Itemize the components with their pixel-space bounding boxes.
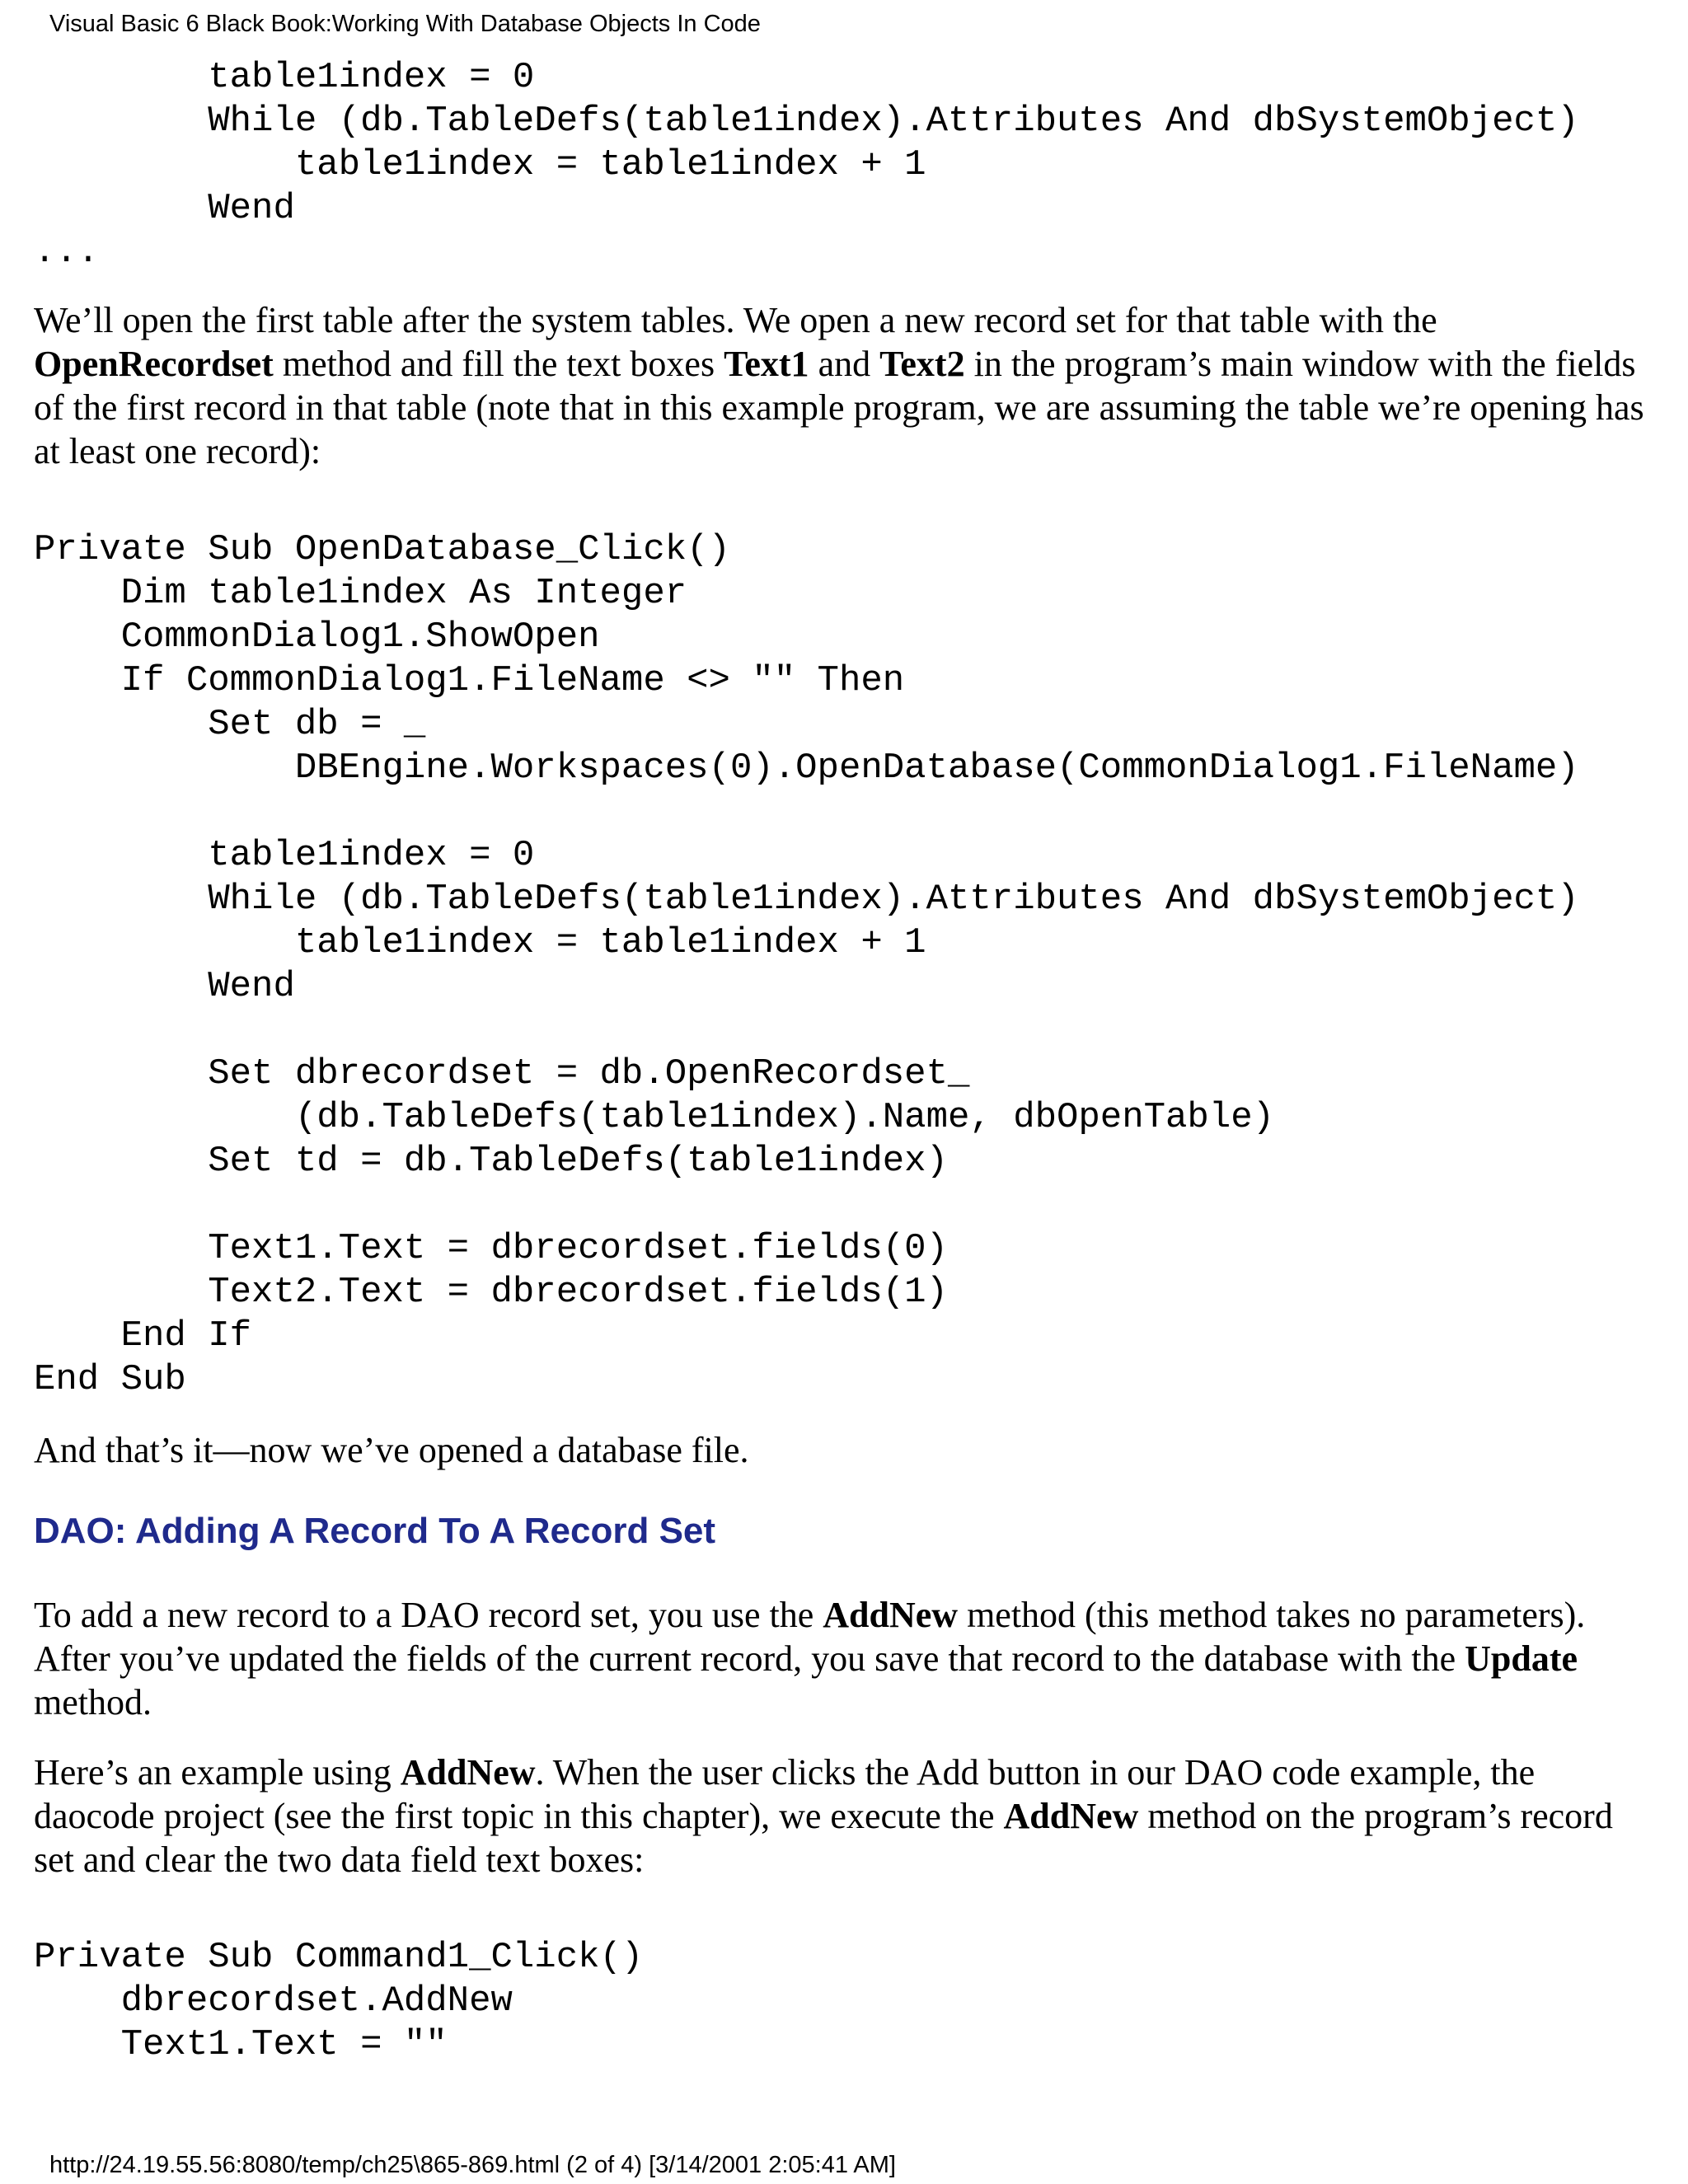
code-block-while-loop: table1index = 0 While (db.TableDefs(table1index).Attributes And dbSystemObject) table1index = table1index + 1 Wend ... <box>34 57 1579 273</box>
paragraph-opened-database: And that’s it—now we’ve opened a database file. <box>34 1430 749 1470</box>
paragraph-open-first-table <box>34 298 1658 473</box>
bold-term-openrecordset: OpenRecordset <box>34 344 274 384</box>
paragraph-addnew-example <box>34 1750 1658 1882</box>
page-header-title: Visual Basic 6 Black Book:Working With Database Objects In Code <box>49 11 761 37</box>
para-text: in the program’s main window with the fields of the first record in that table (note that in this example program, we are assuming the table we’re opening has at least one record): <box>34 344 1644 471</box>
para-text: Here’s an example using <box>34 1752 401 1793</box>
section-heading: DAO: Adding A Record To A Record Set <box>34 1511 716 1551</box>
paragraph-addnew-intro <box>34 1593 1658 1724</box>
code-block-command1-click: Private Sub Command1_Click() dbrecordset.AddNew Text1.Text = "" <box>34 1937 644 2065</box>
para-text: We’ll open the first table after the system tables. We open a new record set for that table with the <box>34 300 1437 340</box>
bold-term-addnew: AddNew <box>400 1752 536 1793</box>
bold-term-addnew: AddNew <box>1003 1796 1139 1836</box>
code-block-opendatabase-click: Private Sub OpenDatabase_Click() Dim table1index As Integer CommonDialog1.ShowOpen If CommonDialog1.FileName <> "" Then Set db = _ DBEngine.Workspaces(0).OpenDatabase(CommonDialog1.FileName) table1index = 0 While (db.TableDefs(table1index).Attributes And dbSystemObject) table1index = table1index + 1 Wend Set dbrecordset = db.OpenRecordset_ (db.TableDefs(table1index).Name, dbOpenTable) Set td = db.TableDefs(table1index) Text1.Text = dbrecordset.fields(0) Text2.Text = dbrecordset.fields(1) End If End Sub <box>34 529 1579 1400</box>
bold-term-text1: Text1 <box>724 344 809 384</box>
bold-term-text2: Text2 <box>879 344 965 384</box>
para-text: method (this method takes no parameters). After you’ve updated the fields of the current record, you save that record to the database with the <box>34 1595 1586 1679</box>
para-text: and <box>809 344 880 384</box>
para-text: To add a new record to a DAO record set, you use the <box>34 1595 823 1635</box>
para-text: method. <box>34 1682 152 1722</box>
para-text: method on the program’s record set and clear the two data field text boxes: <box>34 1796 1613 1880</box>
page-footer-url: http://24.19.55.56:8080/temp/ch25\865-869.html (2 of 4) [3/14/2001 2:05:41 AM] <box>49 2152 896 2178</box>
bold-term-update: Update <box>1465 1638 1578 1679</box>
bold-term-addnew: AddNew <box>823 1595 959 1635</box>
para-text: method and fill the text boxes <box>273 344 724 384</box>
para-text: . When the user clicks the Add button in our DAO code example, the daocode project (see the first topic in this chapter), we execute the <box>34 1752 1536 1836</box>
